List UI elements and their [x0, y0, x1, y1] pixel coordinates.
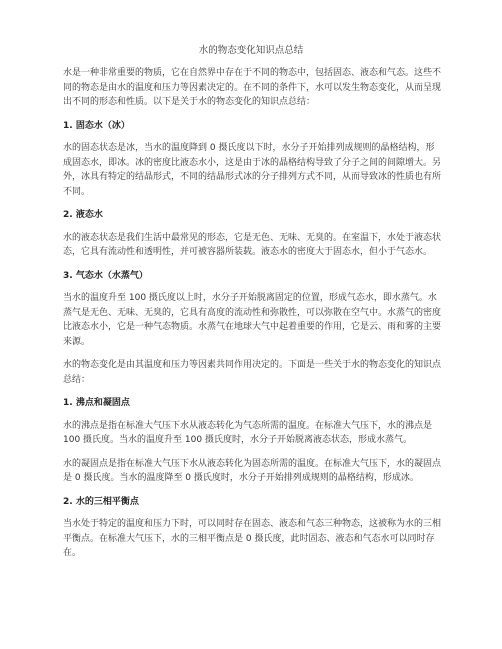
- intro-paragraph: 水是一种非常重要的物质，它在自然界中存在于不同的物态中，包括固态、液态和气态。这些不同的物态是由水的温度和压力等因素决定的。在不同的条件下，水可以发生物态变化，从而呈现出不同的形态和性质。以下是关于水的物态变化的知识点总结：: [63, 68, 442, 107]
- body-paragraph: 水的沸点是指在标准大气压下水从液态转化为气态所需的温度。在标准大气压下，水的沸点是 100 摄氏度。当水的温度升至 100 摄氏度时，水分子开始脱离液态状态，形成水蒸气。: [63, 420, 433, 445]
- body-paragraph: 当水的温度升至 100 摄氏度以上时，水分子开始脱离固定的位置，形成气态水，即水蒸气。水蒸气是无色、无味、无臭的，它具有高度的流动性和弥散性，可以弥散在空气中。水蒸气的密度比液态水小，它是一种气态物质。水蒸气在地球大气中起着重要的作用，它是云、雨和雾的主要来源。: [63, 293, 442, 347]
- body-paragraph: 水的固态状态是冰，当水的温度降到 0 摄氏度以下时，水分子开始排列成规则的晶格结构，形成固态水，即冰。冰的密度比液态水小，这是由于冰的晶格结构导致了分子之间的间隙增大。另外，冰具有特定的结晶形式，不同的结晶形式冰的分子排列方式不同，从而导致冰的性质也有所不同。: [63, 143, 442, 197]
- body-paragraph: 当水处于特定的温度和压力下时，可以同时存在固态、液态和气态三种物态，这被称为水的三相平衡点。在标准大气压下，水的三相平衡点是 0 摄氏度，此时固态、液态和气态水可以同时存在。: [63, 519, 442, 558]
- section-heading: 3. 气态水（水蒸气）: [63, 270, 148, 281]
- body-paragraph: 水的液态状态是我们生活中最常见的形态，它是无色、无味、无臭的。在室温下，水处于液态状态，它具有流动性和透明性，并可被容器所装载。液态水的密度大于固态水，但小于气态水。: [63, 232, 442, 257]
- section-heading: 2. 液态水: [63, 210, 103, 220]
- section-heading: 2. 水的三相平衡点: [63, 496, 139, 507]
- document-body: [63, 66, 443, 570]
- body-paragraph: 水的凝固点是指在标准大气压下水从液态转化为固态所需的温度。在标准大气压下，水的凝固点是 0 摄氏度。当水的温度降至 0 摄氏度时，水分子开始排列成规则的晶格结构，形成冰。: [63, 458, 442, 483]
- section-heading: 1. 沸点和凝固点: [63, 398, 130, 408]
- body-paragraph: 水的物态变化是由其温度和压力等因素共同作用决定的。下面是一些关于水的物态变化的知识点总结：: [63, 360, 442, 385]
- section-heading: 1. 固态水（冰）: [63, 120, 130, 131]
- document-title: 水的物态变化知识点总结: [198, 45, 304, 56]
